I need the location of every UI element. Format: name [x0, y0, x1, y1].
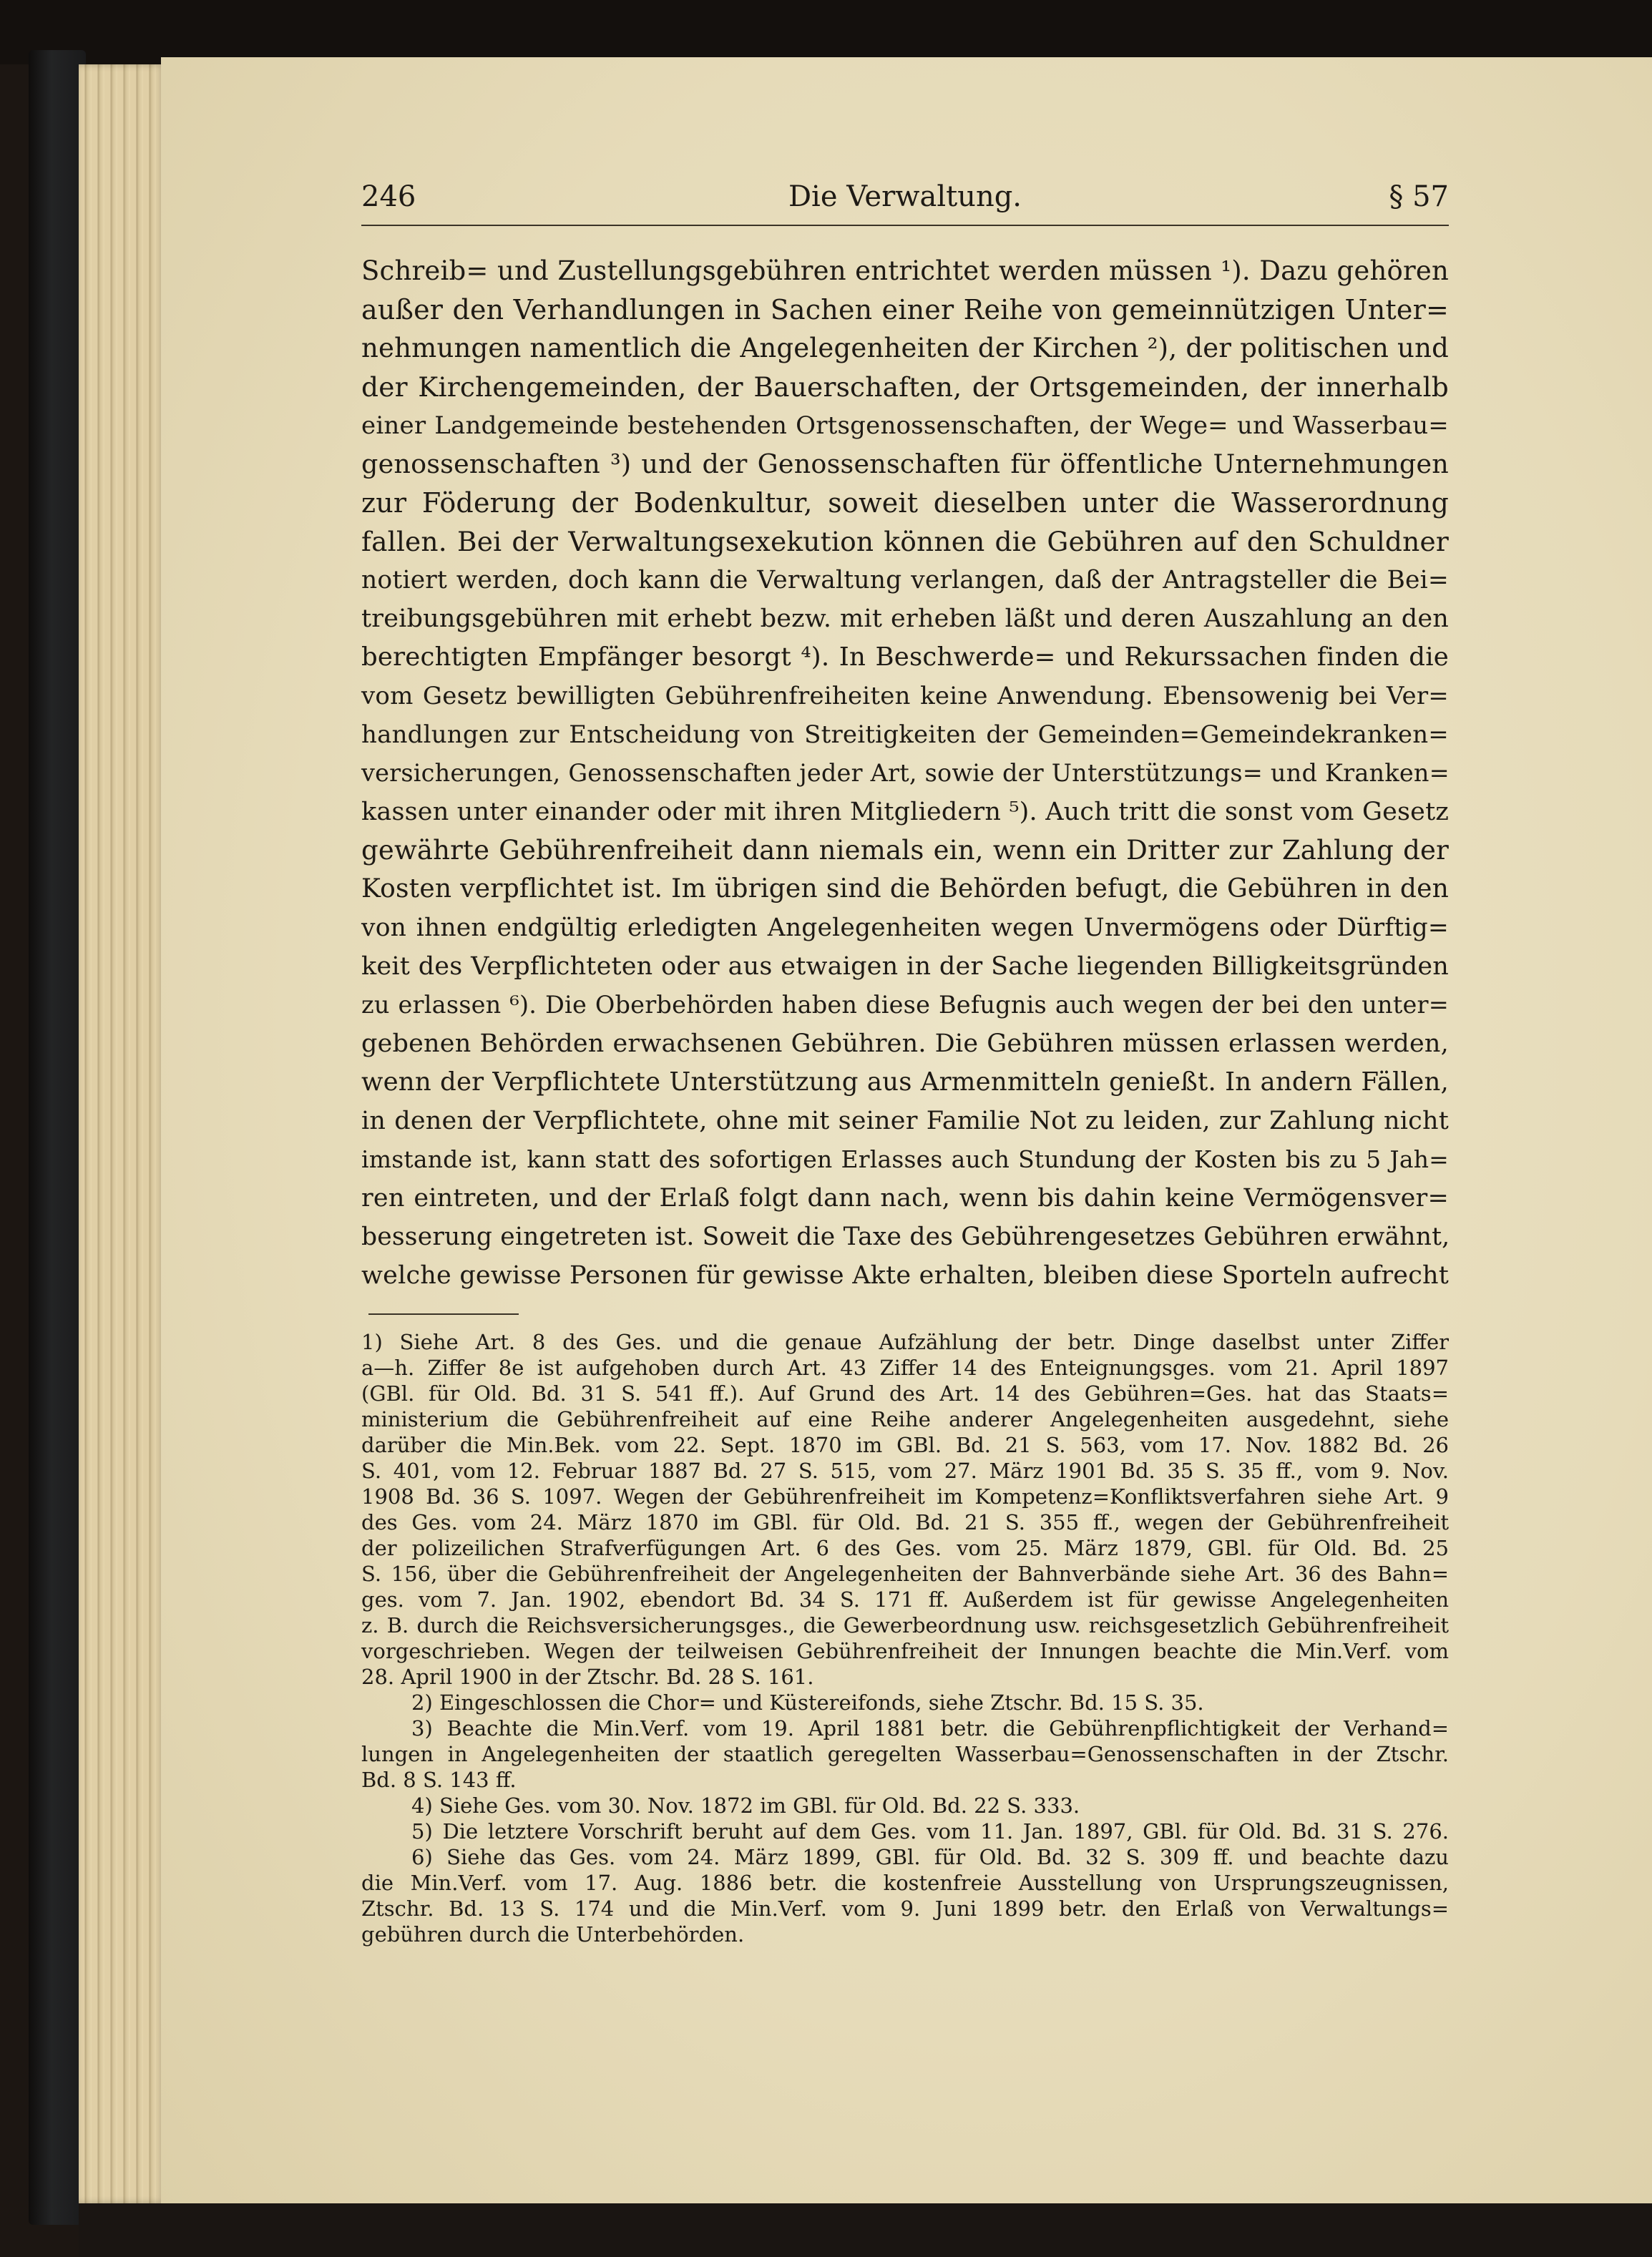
- footnote-line: lungen in Angelegenheiten der staatlich geregelten Wasserbau=Genossenschaften in der Ztschr.: [361, 1742, 1449, 1766]
- footnote-line: der polizeilichen Strafverfügungen Art. 6 des Ges. vom 25. März 1879, GBl. für Old. Bd. 25: [361, 1536, 1449, 1560]
- body-line: fallen. Bei der Verwaltungsexekution können die Gebühren auf den Schuldner: [361, 526, 1449, 557]
- body-line: wenn der Verpflichtete Unterstützung aus Armenmitteln genießt. In andern Fällen,: [361, 1067, 1449, 1097]
- body-line: vom Gesetz bewilligten Gebührenfreiheiten keine Anwendung. Ebensowenig bei Ver=: [361, 682, 1449, 710]
- footnote-line: Bd. 8 S. 143 ff.: [361, 1768, 517, 1792]
- body-line: kassen unter einander oder mit ihren Mitgliedern ⁵). Auch tritt die sonst vom Gesetz: [361, 798, 1449, 826]
- footnote-line: 1908 Bd. 36 S. 1097. Wegen der Gebührenfreiheit im Kompetenz=Konfliktsverfahren siehe Art. 9: [361, 1484, 1449, 1509]
- footnote-line: S. 401, vom 12. Februar 1887 Bd. 27 S. 515, vom 27. März 1901 Bd. 35 S. 35 ff., vom 9. Nov.: [361, 1459, 1449, 1483]
- body-line: handlungen zur Entscheidung von Streitigkeiten der Gemeinden=Gemeindekranken=: [361, 720, 1449, 749]
- body-line: zur Föderung der Bodenkultur, soweit dieselben unter die Wasserordnung: [361, 487, 1449, 519]
- body-line: zu erlassen ⁶). Die Oberbehörden haben diese Befugnis auch wegen der bei den unter=: [361, 991, 1449, 1019]
- book-cover-top: [0, 0, 1652, 64]
- footnote-line: 1) Siehe Art. 8 des Ges. und die genaue Aufzählung der betr. Dinge daselbst unter Ziffer: [361, 1330, 1449, 1354]
- footnote-line: des Ges. vom 24. März 1870 im GBl. für Old. Bd. 21 S. 355 ff., wegen der Gebührenfreiheit: [361, 1510, 1449, 1534]
- body-line: imstande ist, kann statt des sofortigen Erlasses auch Stundung der Kosten bis zu 5 Jah=: [361, 1145, 1449, 1173]
- footnote-line: darüber die Min.Bek. vom 22. Sept. 1870 im GBl. Bd. 21 S. 563, vom 17. Nov. 1882 Bd. 26: [361, 1433, 1449, 1457]
- footnote-line: 2) Eingeschlossen die Chor= und Küstereifonds, siehe Ztschr. Bd. 15 S. 35.: [411, 1690, 1204, 1715]
- body-line: berechtigten Empfänger besorgt ⁴). In Beschwerde= und Rekurssachen finden die: [361, 642, 1449, 672]
- footnote-line: S. 156, über die Gebührenfreiheit der Angelegenheiten der Bahnverbände siehe Art. 36 des Bahn=: [361, 1562, 1449, 1586]
- footnote-line: 28. April 1900 in der Ztschr. Bd. 28 S. 161.: [361, 1665, 814, 1689]
- footnote-line: 3) Beachte die Min.Verf. vom 19. April 1881 betr. die Gebührenpflichtigkeit der Verhand=: [411, 1716, 1449, 1741]
- footnote-separator: [368, 1313, 519, 1315]
- body-line: besserung eingetreten ist. Soweit die Taxe des Gebührengesetzes Gebühren erwähnt,: [361, 1223, 1450, 1251]
- section-number: § 57: [1389, 180, 1449, 213]
- footnote-line: 4) Siehe Ges. vom 30. Nov. 1872 im GBl. für Old. Bd. 22 S. 333.: [411, 1793, 1080, 1818]
- book-cover-spine: [29, 50, 86, 2225]
- footnote-line: Ztschr. Bd. 13 S. 174 und die Min.Verf. vom 9. Juni 1899 betr. den Erlaß von Verwaltungs=: [361, 1896, 1449, 1921]
- body-line: notiert werden, doch kann die Verwaltung verlangen, daß der Antragsteller die Bei=: [361, 566, 1449, 594]
- body-line: welche gewisse Personen für gewisse Akte erhalten, bleiben diese Sporteln aufrecht: [361, 1261, 1449, 1290]
- footnote-line: 6) Siehe das Ges. vom 24. März 1899, GBl. für Old. Bd. 32 S. 309 ff. und beachte dazu: [411, 1845, 1449, 1869]
- footnote-line: (GBl. für Old. Bd. 31 S. 541 ff.). Auf Grund des Art. 14 des Gebühren=Ges. hat das Staats=: [361, 1381, 1449, 1406]
- footnote-line: gebühren durch die Unterbehörden.: [361, 1922, 745, 1947]
- body-line: außer den Verhandlungen in Sachen einer Reihe von gemeinnützigen Unter=: [361, 294, 1449, 325]
- running-title: Die Verwaltung.: [788, 180, 1022, 213]
- body-line: genossenschaften ³) und der Genossenschaften für öffentliche Unternehmungen: [361, 449, 1449, 479]
- footnote-line: z. B. durch die Reichsversicherungsges., die Gewerbeordnung usw. reichsgesetzlich Gebührenfreiheit: [361, 1613, 1449, 1637]
- footnote-line: ges. vom 7. Jan. 1902, ebendort Bd. 34 S. 171 ff. Außerdem ist für gewisse Angelegenheiten: [361, 1587, 1449, 1612]
- body-line: Schreib= und Zustellungsgebühren entrichtet werden müssen ¹). Dazu gehören: [361, 255, 1449, 286]
- page-edges: [79, 64, 165, 2203]
- footnote-line: ministerium die Gebührenfreiheit auf eine Reihe anderer Angelegenheiten ausgedehnt, siehe: [361, 1407, 1449, 1431]
- body-line: gebenen Behörden erwachsenen Gebühren. Die Gebühren müssen erlassen werden,: [361, 1029, 1449, 1058]
- footnote-line: 5) Die letztere Vorschrift beruht auf dem Ges. vom 11. Jan. 1897, GBl. für Old. Bd. 31 S. 276.: [411, 1819, 1449, 1844]
- body-line: ren eintreten, und der Erlaß folgt dann nach, wenn bis dahin keine Vermögensver=: [361, 1184, 1449, 1213]
- body-line: einer Landgemeinde bestehenden Ortsgenossenschaften, der Wege= und Wasserbau=: [361, 411, 1449, 440]
- body-line: treibungsgebühren mit erhebt bezw. mit erheben läßt und deren Auszahlung an den: [361, 604, 1449, 633]
- body-line: gewährte Gebührenfreiheit dann niemals ein, wenn ein Dritter zur Zahlung der: [361, 835, 1449, 866]
- book-cover-bottom: [79, 2203, 1652, 2257]
- page-number: 246: [361, 180, 416, 213]
- body-line: nehmungen namentlich die Angelegenheiten der Kirchen ²), der politischen und: [361, 333, 1449, 363]
- footnote-line: a—h. Ziffer 8e ist aufgehoben durch Art. 43 Ziffer 14 des Enteignungsges. vom 21. April 1897: [361, 1356, 1449, 1380]
- body-line: in denen der Verpflichtete, ohne mit seiner Familie Not zu leiden, zur Zahlung nicht: [361, 1107, 1449, 1135]
- footnote-line: die Min.Verf. vom 17. Aug. 1886 betr. die kostenfreie Ausstellung von Ursprungszeugnissen,: [361, 1871, 1449, 1895]
- body-line: Kosten verpflichtet ist. Im übrigen sind die Behörden befugt, die Gebühren in den: [361, 874, 1449, 904]
- body-line: der Kirchengemeinden, der Bauerschaften, der Ortsgemeinden, der innerhalb: [361, 371, 1449, 403]
- running-header: [361, 180, 1449, 226]
- body-line: keit des Verpflichteten oder aus etwaigen in der Sache liegenden Billigkeitsgründen: [361, 952, 1449, 981]
- body-line: versicherungen, Genossenschaften jeder Art, sowie der Unterstützungs= und Kranken=: [361, 759, 1450, 787]
- footnote-line: vorgeschrieben. Wegen der teilweisen Gebührenfreiheit der Innungen beachte die Min.Verf. vom: [361, 1639, 1449, 1663]
- body-line: von ihnen endgültig erledigten Angelegenheiten wegen Unvermögens oder Dürftig=: [361, 914, 1449, 942]
